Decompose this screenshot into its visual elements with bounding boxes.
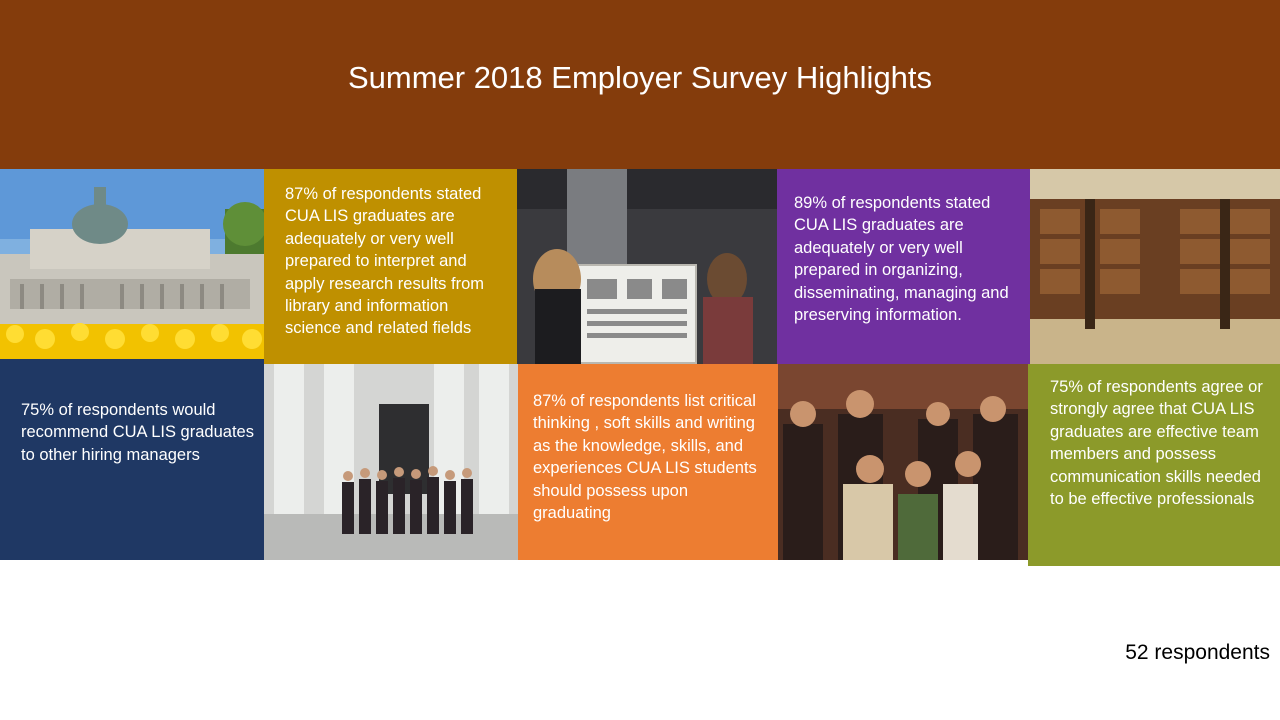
library-bookshelves-photo: [1030, 169, 1280, 364]
stat-text: 75% of respondents agree or strongly agree that CUA LIS graduates are effective team members and possess communication skills needed to be effective professionals: [1050, 378, 1263, 509]
stat-text: 87% of respondents list critical thinking , soft skills and writing as the knowledge, skills, and experiences CUA LIS students should possess upon graduating: [533, 392, 757, 523]
stat-text: 87% of respondents stated CUA LIS graduates are adequately or very well prepared to interpret and apply research results from library and information science and related fields: [285, 185, 484, 338]
stat-text: 75% of respondents would recommend CUA LIS graduates to other hiring managers: [21, 401, 254, 464]
respondent-count: 52 respondents: [1125, 641, 1270, 664]
slide-title: Summer 2018 Employer Survey Highlights: [347, 60, 933, 95]
stat-text: 89% of respondents stated CUA LIS graduates are adequately or very well prepared in organizing, disseminating, managing and preserving information.: [794, 194, 1009, 325]
group-steps-photo: [264, 364, 518, 560]
stat-tile-recommend: [0, 359, 264, 560]
stat-tile-teamwork: [1028, 364, 1280, 566]
stat-tile-skills: [518, 364, 778, 560]
library-of-congress-photo: [0, 169, 264, 359]
students-poster-photo: [517, 169, 777, 364]
group-portrait-photo: [778, 364, 1028, 560]
stat-tile-organizing: [777, 169, 1030, 364]
stat-tile-research: [264, 169, 517, 364]
